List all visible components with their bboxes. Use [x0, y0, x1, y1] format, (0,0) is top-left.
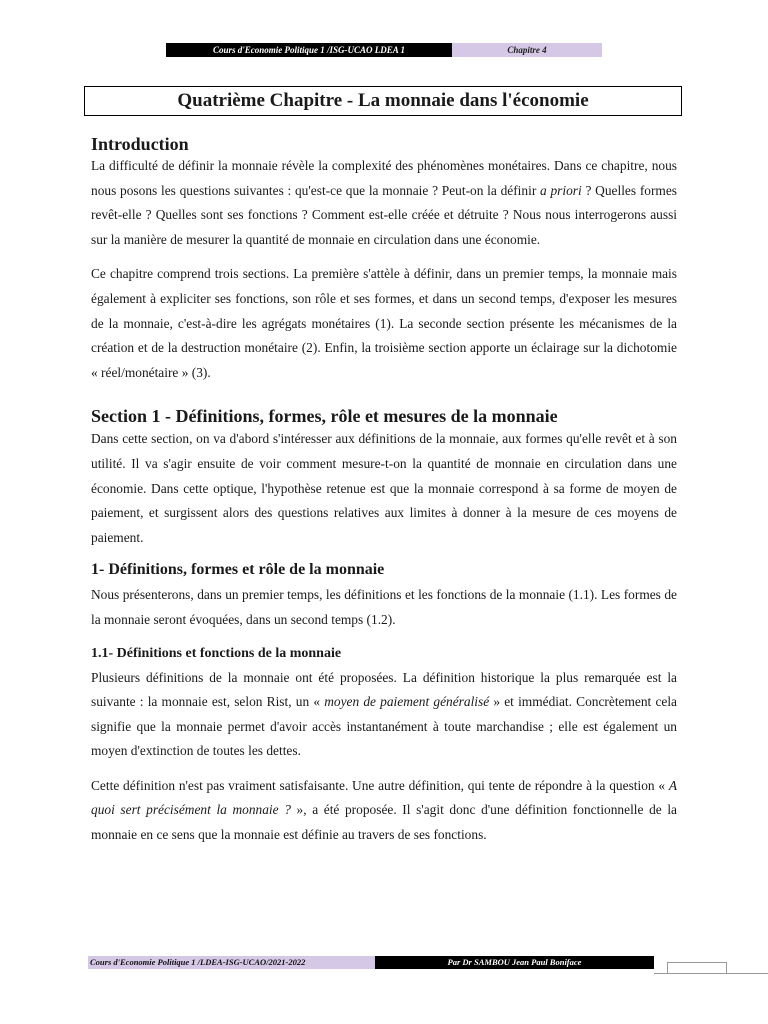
subsection11-paragraph-2: Cette définition n'est pas vraiment satisfaisante. Une autre définition, qui tente de répondre à la question « A quoi sert précisément la monnaie ? », a été proposée. Il s'agit donc d'une définition fonctionnelle de la monnaie en ce sens que la monnaie est définie au travers de ses fonctions. [91, 777, 677, 843]
intro-heading: Introduction [91, 134, 189, 154]
chapter-title: Quatrième Chapitre - La monnaie dans l'économie [84, 86, 682, 116]
subsection11-paragraph-1: Plusieurs définitions de la monnaie ont été proposées. La définition historique la plus remarquée est la suivante : la monnaie est, selon Rist, un « moyen de paiement généralisé » et immédiat. Concrètement cela signifie que la monnaie permet d'avoir accès instantanément à toute marchandise ; elle est également un moyen d'extinction de toutes les dettes. [91, 669, 677, 759]
document-body [91, 130, 677, 848]
subsection11-heading: 1.1- Définitions et fonctions de la monnaie [91, 645, 342, 661]
intro-paragraph-2: Ce chapitre comprend trois sections. La première s'attèle à définir, dans un premier temps, la monnaie mais également à expliciter ses fonctions, son rôle et ses formes, et dans un second temps, d'exposer les mesures de la monnaie, c'est-à-dire les agrégats monétaires (1). La seconde section présente les mécanismes de la création et de la destruction monétaire (2). Enfin, la troisième section apporte un éclairage sur la dichotomie « réel/monétaire » (3). [91, 266, 677, 380]
subsection1-heading: 1- Définitions, formes et rôle de la monnaie [91, 561, 385, 579]
footer-author-label: Par Dr SAMBOU Jean Paul Boniface [375, 956, 654, 969]
intro-paragraph-1: La difficulté de définir la monnaie révèle la complexité des phénomènes monétaires. Dans ce chapitre, nous nous posons les questions suivantes : qu'est-ce que la monnaie ? Peut-on la définir a priori ? Quelles formes revêt-elle ? Quelles sont ses fonctions ? Comment est-elle créée et détruite ? Nous nous interrogerons aussi sur la manière de mesurer la quantité de monnaie en circulation dans une économie. [91, 158, 677, 247]
footer-course-label: Cours d'Economie Politique 1 /LDEA-ISG-UCAO/2021-2022 [88, 956, 375, 969]
section1-paragraph-1: Dans cette section, on va d'abord s'intéresser aux définitions de la monnaie, aux formes qu'elle revêt et à son utilité. Il va s'agir ensuite de voir comment mesure-t-on la quantité de monnaie en circulation dans une économie. Dans cette optique, l'hypothèse retenue est que la monnaie correspond à sa forme de moyen de paiement, et surgissent alors des questions relatives aux limites à donner à la mesure de ces moyens de paiement. [91, 431, 677, 545]
section1-heading: Section 1 - Définitions, formes, rôle et mesures de la monnaie [91, 406, 558, 427]
header-course-label: Cours d'Economie Politique 1 /ISG-UCAO LDEA 1 [166, 43, 452, 57]
header-chapter-label: Chapitre 4 [452, 43, 602, 57]
footer-divider [654, 973, 768, 974]
subsection1-paragraph-1: Nous présenterons, dans un premier temps, les définitions et les fonctions de la monnaie (1.1). Les formes de la monnaie seront évoquées, dans un second temps (1.2). [91, 587, 677, 627]
